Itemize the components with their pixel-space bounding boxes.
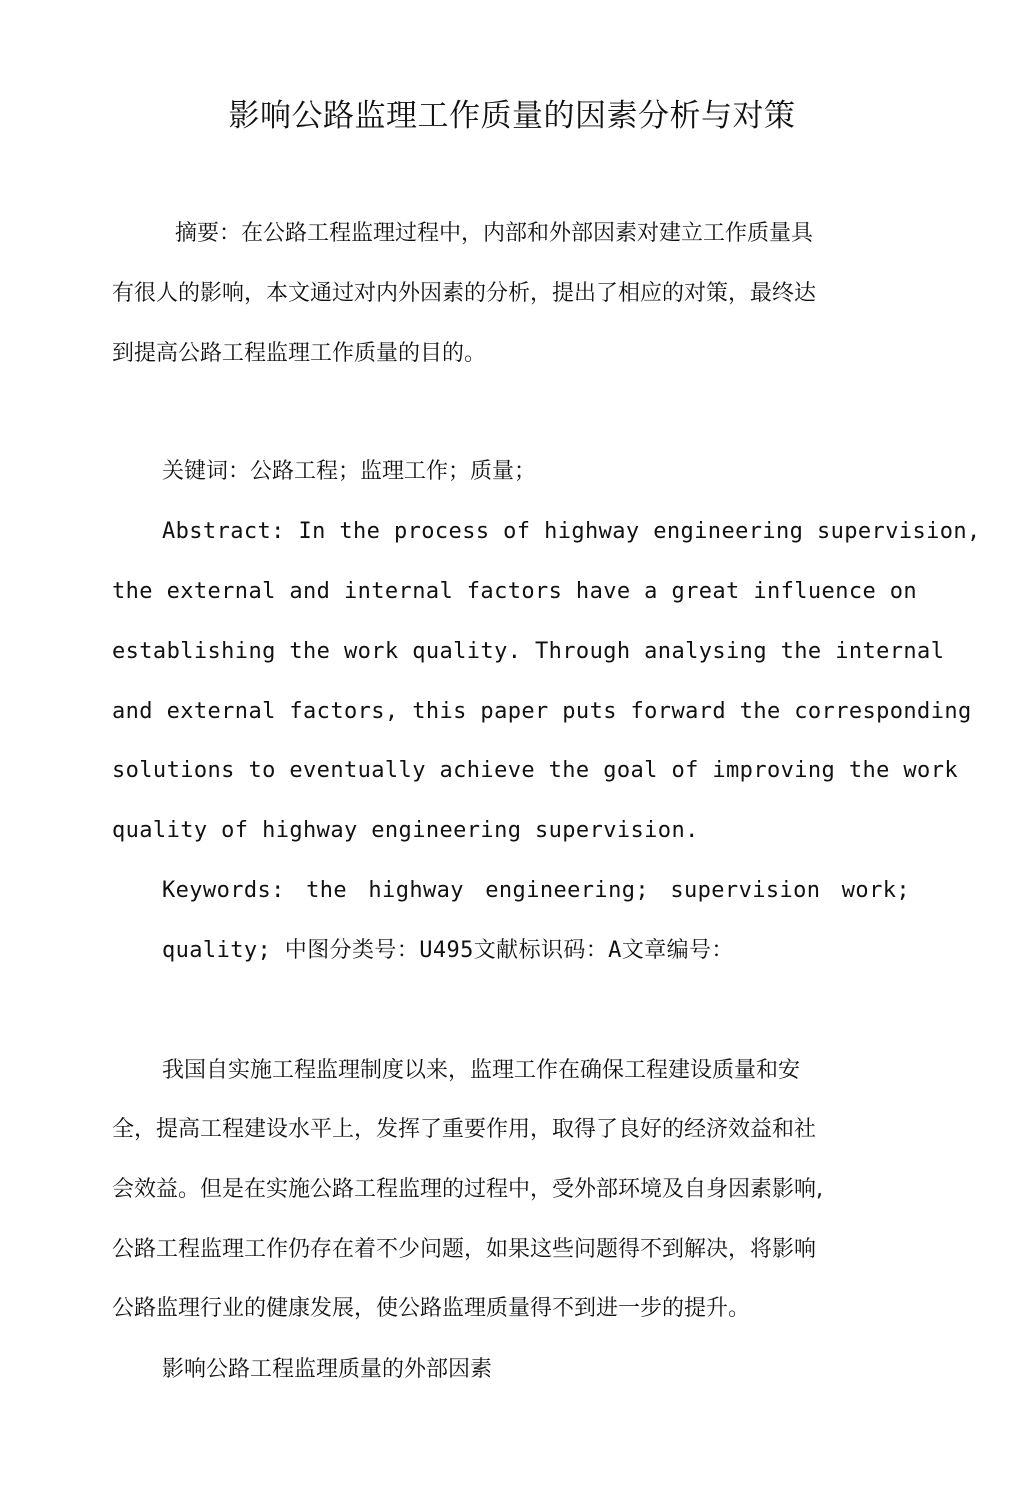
abstract-cn-line-2: 有很人的影响，本文通过对内外因素的分析，提出了相应的对策，最终达 — [112, 281, 817, 306]
body-line-2: 全，提高工程建设水平上，发挥了重要作用，取得了良好的经济效益和社 — [112, 1117, 817, 1142]
keywords-en-line-2: quality; 中图分类号：U495文献标识码：A文章编号： — [162, 938, 734, 963]
abstract-en-line-2: the external and internal factors have a great influence on — [112, 579, 918, 604]
section-heading: 影响公路工程监理质量的外部因素 — [162, 1357, 493, 1382]
keywords-en-line-1: Keywords: the highway engineering; supervision work; — [162, 878, 910, 903]
abstract-en-line-3: establishing the work quality. Through analysing the internal — [112, 639, 945, 664]
body-line-1: 我国自实施工程监理制度以来，监理工作在确保工程建设质量和安 — [162, 1058, 801, 1083]
abstract-cn-line-3: 到提高公路工程监理工作质量的目的。 — [112, 341, 487, 366]
body-line-3: 会效益。但是在实施公路工程监理的过程中，受外部环境及自身因素影响, — [112, 1177, 823, 1202]
body-line-4: 公路工程监理工作仍存在着不少问题，如果这些问题得不到解决，将影响 — [112, 1237, 817, 1262]
abstract-en-line-4: and external factors, this paper puts forward the corresponding — [112, 699, 972, 724]
abstract-cn-line-1: 摘要：在公路工程监理过程中，内部和外部因素对建立工作质量具 — [175, 221, 814, 246]
abstract-en-line-1: Abstract: In the process of highway engineering supervision, — [162, 519, 981, 544]
document-title: 影响公路监理工作质量的因素分析与对策 — [228, 98, 796, 134]
keywords-cn: 关键词：公路工程；监理工作；质量； — [162, 459, 537, 484]
abstract-en-line-5: solutions to eventually achieve the goal of improving the work — [112, 758, 958, 783]
abstract-en-line-6: quality of highway engineering supervision. — [112, 818, 699, 843]
body-line-5: 公路监理行业的健康发展，使公路监理质量得不到进一步的提升。 — [112, 1296, 751, 1321]
